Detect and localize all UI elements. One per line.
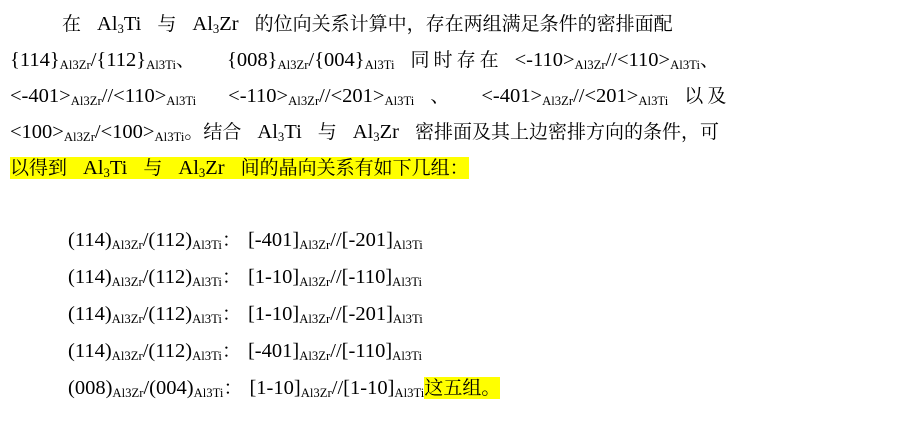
- direction-right: [-110]: [341, 340, 393, 362]
- plane-pair-right: (112): [148, 303, 193, 325]
- formula-row: (008)Al3Zr/(004)Al3Ti： [1-10]Al3Zr//[1-10]Al3Ti这五组。: [68, 377, 501, 400]
- direction-separator: //: [331, 377, 344, 399]
- text-cjk: 在: [62, 13, 82, 35]
- direction-right-subscript: Al3Ti: [394, 385, 425, 400]
- direction-left: [1-10]: [247, 303, 300, 325]
- direction-right-subscript: Al3Ti: [392, 348, 423, 363]
- formula-row: (114)Al3Zr/(112)Al3Ti： [1-10]Al3Zr//[-110]Al3Ti: [68, 266, 423, 289]
- direction-separator: //: [330, 266, 342, 288]
- plane-pair-right-subscript: Al3Ti: [192, 274, 222, 289]
- plane-pair-left-subscript: Al3Zr: [111, 348, 143, 363]
- text-cjk: 同: [410, 49, 430, 71]
- formula-separator: ：: [221, 340, 241, 362]
- formula-separator: ：: [223, 377, 243, 399]
- plane-pair-left-subscript: Al3Zr: [111, 311, 143, 326]
- plane-pair-right: (112): [148, 229, 193, 251]
- plane-pair-left-subscript: Al3Zr: [111, 274, 143, 289]
- paragraph-line-2: {114}Al3Zr/{112}Al3Ti、 {008}Al3Zr/{004}Al3Ti 同 时 存 在 <-110>Al3Zr//<110>Al3Ti、: [10, 49, 720, 72]
- direction-separator: //: [330, 303, 342, 325]
- direction-left: [-401]: [247, 340, 300, 362]
- plane-pair-right-subscript: Al3Ti: [192, 311, 222, 326]
- formula-row: (114)Al3Zr/(112)Al3Ti： [-401]Al3Zr//[-110]Al3Ti: [68, 340, 423, 363]
- formula-separator: ：: [221, 266, 241, 288]
- direction-left-subscript: Al3Zr: [299, 348, 331, 363]
- plane-pair-left: (114): [68, 229, 112, 251]
- text-cjk: 的位向关系计算中，存在两组满足条件的密排面配: [254, 13, 673, 35]
- plane-pair-right: (112): [148, 340, 193, 362]
- direction-separator: //: [330, 340, 342, 362]
- direction-left-subscript: Al3Zr: [299, 237, 331, 252]
- direction-separator: //: [330, 229, 342, 251]
- plane-pair-right-subscript: Al3Ti: [192, 348, 222, 363]
- direction-right: [1-10]: [343, 377, 395, 399]
- formula-row: (114)Al3Zr/(112)Al3Ti： [1-10]Al3Zr//[-201]Al3Ti: [68, 303, 423, 326]
- paragraph-line-3: <-401>Al3Zr//<110>Al3Ti <-110>Al3Zr//<201>Al3Ti 、 <-401>Al3Zr//<201>Al3Ti 以 及: [10, 85, 727, 108]
- plane-pair-left: (008): [68, 377, 113, 399]
- direction-right: [-201]: [341, 229, 393, 251]
- formula-row: (114)Al3Zr/(112)Al3Ti： [-401]Al3Zr//[-201]Al3Ti: [68, 229, 423, 252]
- direction-right-subscript: Al3Ti: [392, 237, 423, 252]
- direction-left-subscript: Al3Zr: [299, 311, 331, 326]
- plane-pair-left: (114): [68, 303, 112, 325]
- direction-left-subscript: Al3Zr: [299, 274, 331, 289]
- plane-pair-right: (112): [148, 266, 193, 288]
- plane-pair-left-subscript: Al3Zr: [112, 385, 144, 400]
- body-paragraph: [10, 6, 890, 186]
- direction-left: [1-10]: [247, 266, 300, 288]
- plane-pair-right: (004): [149, 377, 194, 399]
- plane-pair-right-subscript: Al3Ti: [193, 385, 224, 400]
- direction-right-subscript: Al3Ti: [392, 274, 423, 289]
- direction-right: [-201]: [341, 303, 393, 325]
- direction-left: [-401]: [247, 229, 300, 251]
- plane-pair-left: (114): [68, 266, 112, 288]
- plane-pair-left: (114): [68, 340, 112, 362]
- text-cjk: 与: [157, 13, 177, 35]
- paragraph-line-1: 在 $Al_3Ti$ 与 $Al_3Zr$ 的位向关系计算中，存在两组满足条件的密排面配: [62, 13, 673, 36]
- plane-pair-left-subscript: Al3Zr: [111, 237, 143, 252]
- paragraph-line-4: <100>Al3Zr/<100>Al3Ti。结合 $Al_3Ti$ 与 $Al_3Zr$ 密排面及其上边密排方向的条件，可: [10, 121, 720, 144]
- direction-right-subscript: Al3Ti: [392, 311, 423, 326]
- direction-left: [1-10]: [249, 377, 301, 399]
- orientation-relationship-list: [10, 222, 890, 407]
- direction-right: [-110]: [341, 266, 393, 288]
- highlighted-trailing-note: 这五组。: [424, 377, 501, 399]
- formula-separator: ：: [221, 229, 241, 251]
- direction-left-subscript: Al3Zr: [300, 385, 332, 400]
- paragraph-line-5: [10, 150, 890, 186]
- formula-separator: ：: [221, 303, 241, 325]
- plane-pair-right-subscript: Al3Ti: [192, 237, 222, 252]
- highlighted-sentence: 以得到 $Al_3Ti$ 与 $Al_3Zr$ 间的晶向关系有如下几组：: [10, 157, 469, 180]
